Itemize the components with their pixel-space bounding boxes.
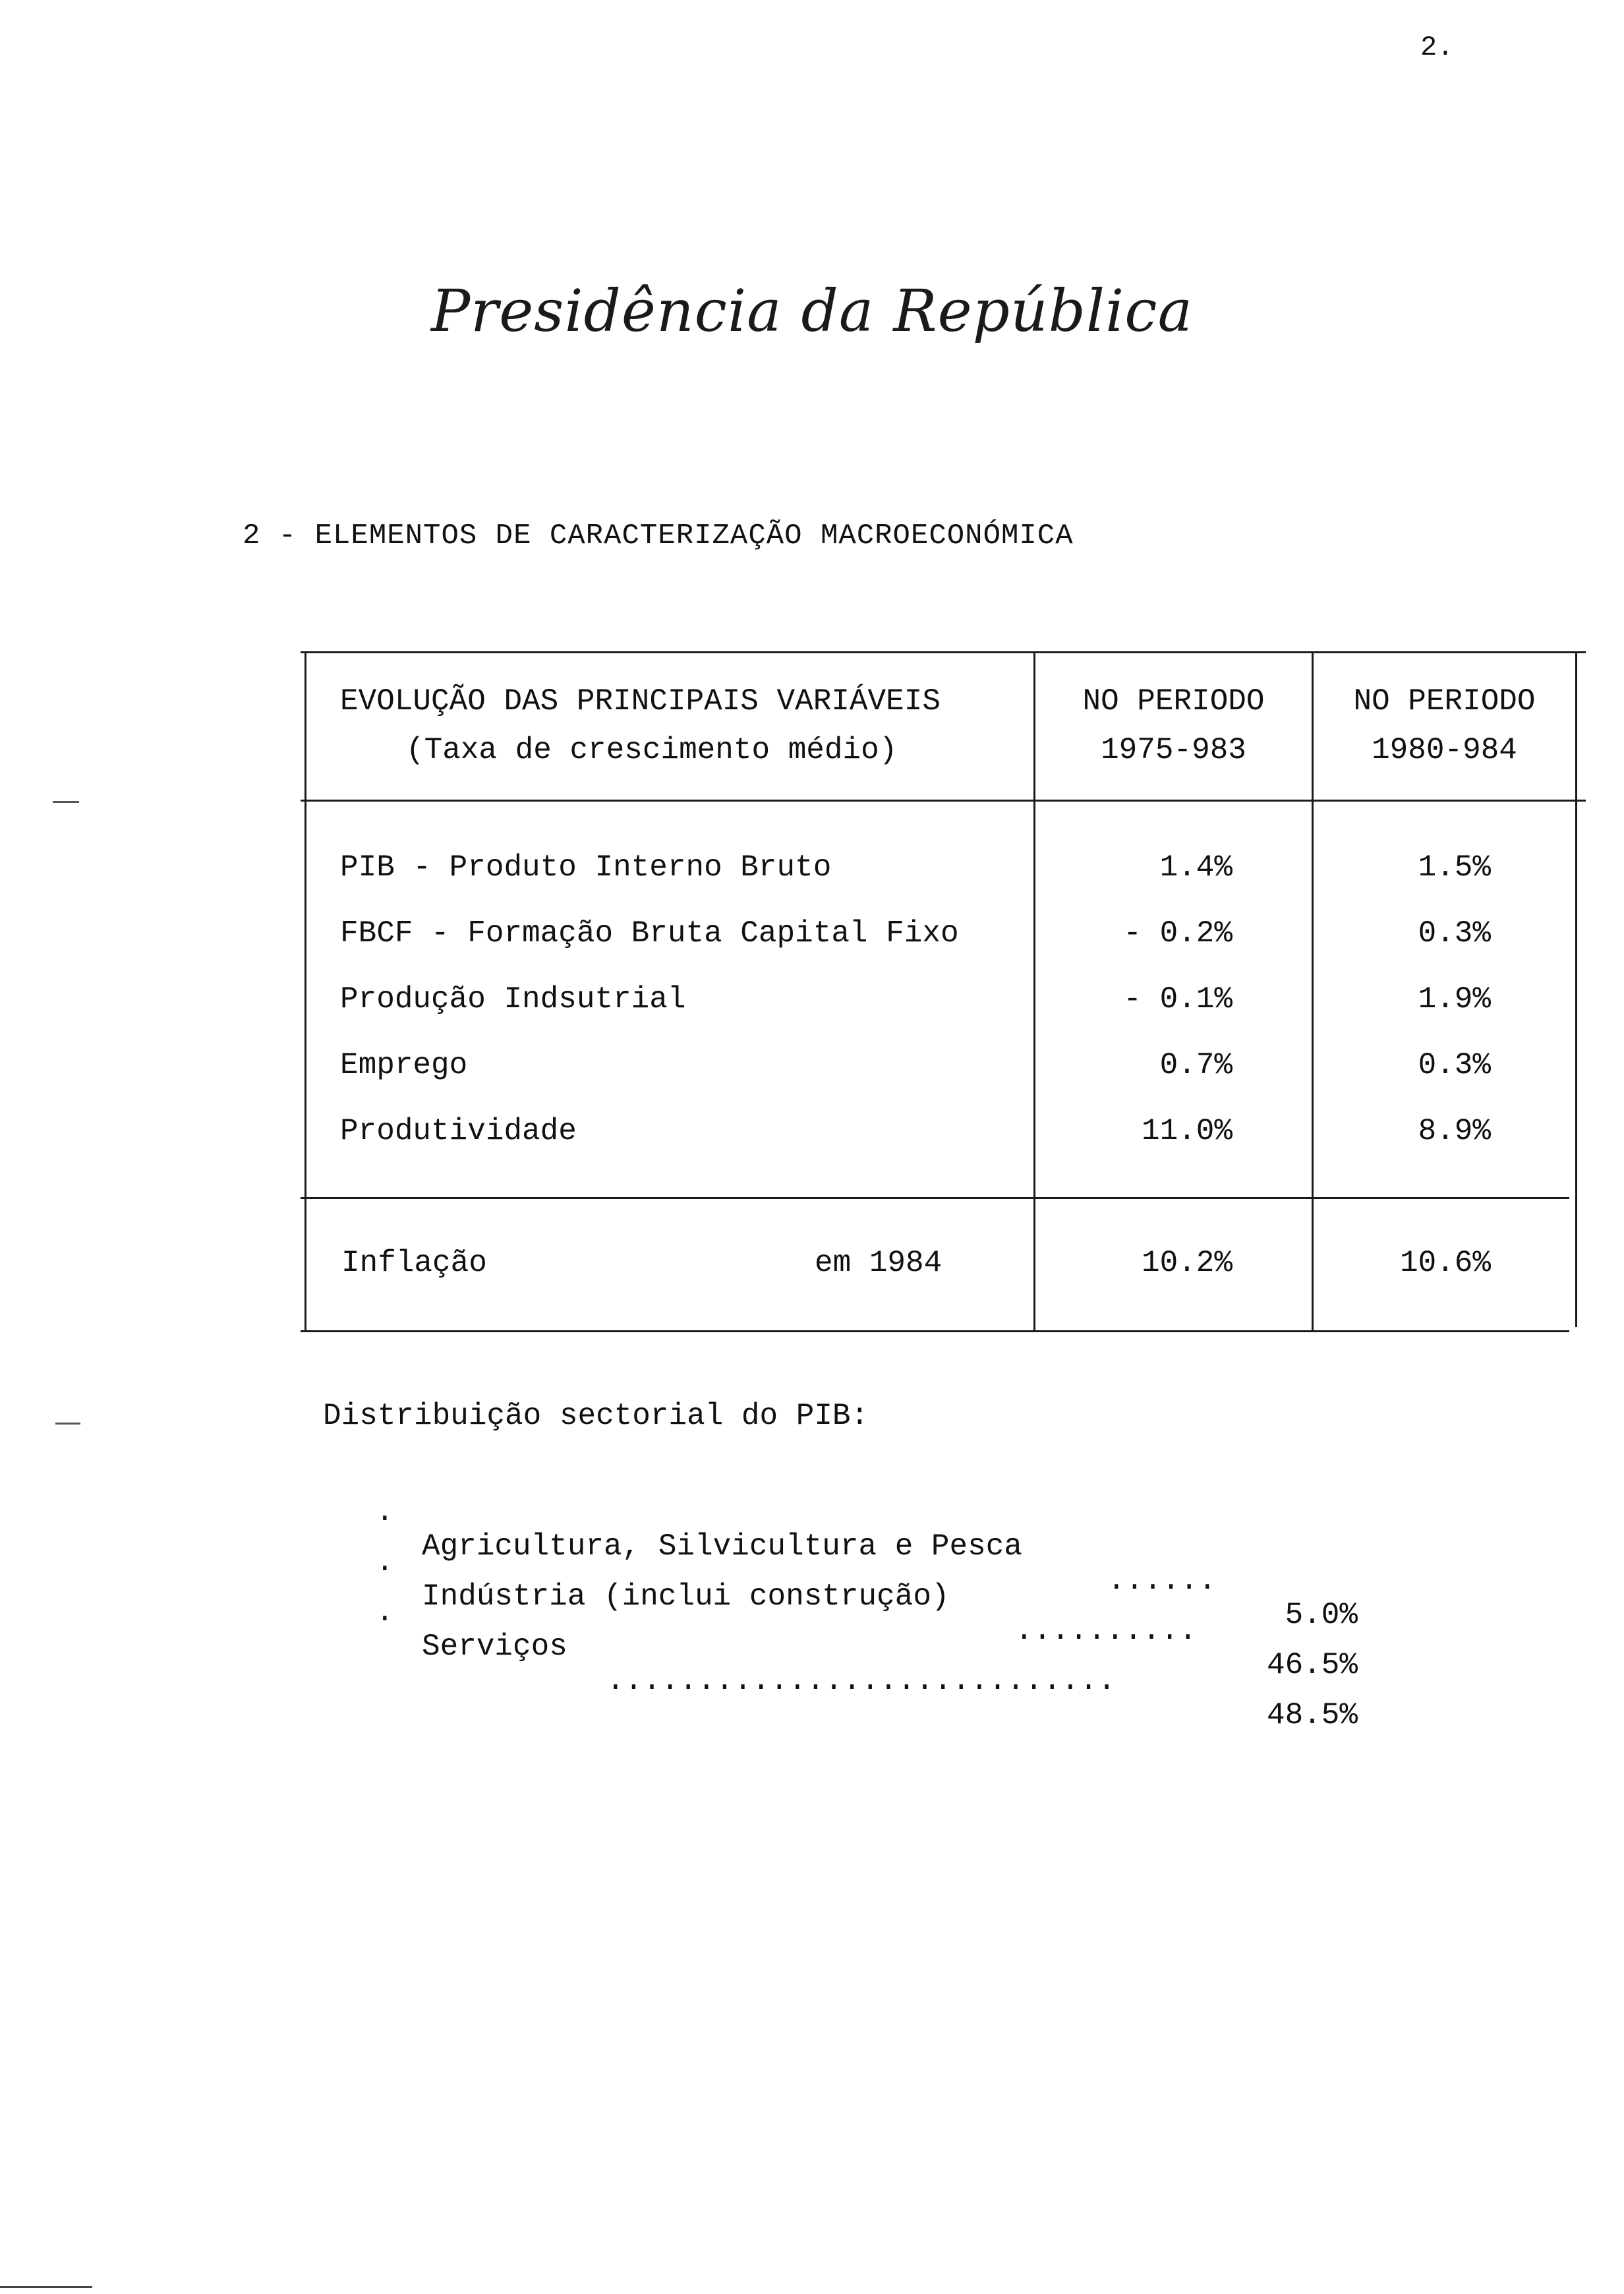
row-label: Emprego bbox=[340, 1048, 468, 1082]
header-col2-period: 1980-984 bbox=[1372, 733, 1517, 767]
list-item-leader: ............................ bbox=[606, 1664, 1116, 1698]
table-top-border bbox=[301, 651, 1586, 653]
row-label: FBCF - Formação Bruta Capital Fixo bbox=[340, 916, 959, 951]
row-label: Produtividade bbox=[340, 1114, 577, 1148]
row-value-1980-984: 0.3% bbox=[1418, 1048, 1491, 1082]
row-value-1980-984: 8.9% bbox=[1418, 1114, 1491, 1148]
list-item-leader: .......... bbox=[1015, 1614, 1198, 1648]
row-value-1980-984: 0.3% bbox=[1418, 916, 1491, 951]
margin-mark bbox=[53, 801, 79, 803]
row-label: Produção Indsutrial bbox=[340, 982, 686, 1016]
header-variables-subtitle: (Taxa de crescimento médio) bbox=[406, 733, 898, 767]
header-col1-title: NO PERIODO bbox=[1082, 684, 1265, 719]
row-value-1975-983: 0.7% bbox=[1159, 1048, 1232, 1082]
list-item-value: 5.0% bbox=[1285, 1598, 1358, 1632]
page-number: 2. bbox=[1420, 32, 1454, 63]
list-item-label: Agricultura, Silvicultura e Pesca bbox=[422, 1529, 1022, 1564]
table-right-border bbox=[1575, 651, 1577, 1327]
row-value-1980-984: 1.5% bbox=[1418, 850, 1491, 885]
letterhead-signature: Presidência da República bbox=[430, 277, 1194, 345]
header-variables-title: EVOLUÇÃO DAS PRINCIPAIS VARIÁVEIS bbox=[340, 684, 941, 719]
list-bullet: . bbox=[376, 1495, 394, 1529]
list-item-leader: ...... bbox=[1107, 1564, 1217, 1598]
distribution-title: Distribuição sectorial do PIB: bbox=[323, 1399, 869, 1433]
row-label: PIB - Produto Interno Bruto bbox=[340, 850, 832, 885]
list-item-label: Indústria (inclui construção) bbox=[422, 1579, 950, 1614]
inflation-value-1980-984: 10.6% bbox=[1399, 1246, 1491, 1280]
table-bottom-border bbox=[301, 1330, 1569, 1332]
table-header-divider bbox=[301, 800, 1586, 802]
margin-mark bbox=[55, 1423, 80, 1425]
section-heading: 2 - ELEMENTOS DE CARACTERIZAÇÃO MACROECONÓMICA bbox=[243, 519, 1074, 552]
header-col2-title: NO PERIODO bbox=[1353, 684, 1536, 719]
row-value-1980-984: 1.9% bbox=[1418, 982, 1491, 1016]
row-value-1975-983: - 0.2% bbox=[1123, 916, 1232, 951]
row-value-1975-983: 11.0% bbox=[1141, 1114, 1232, 1148]
inflation-label: Inflação bbox=[341, 1246, 487, 1280]
list-bullet: . bbox=[376, 1595, 394, 1630]
table-inflation-divider bbox=[301, 1197, 1569, 1199]
row-value-1975-983: 1.4% bbox=[1159, 850, 1232, 885]
list-bullet: . bbox=[376, 1545, 394, 1579]
inflation-year: em 1984 bbox=[815, 1246, 942, 1280]
list-item-value: 48.5% bbox=[1266, 1698, 1358, 1732]
row-value-1975-983: - 0.1% bbox=[1123, 982, 1232, 1016]
list-item-label: Serviços bbox=[422, 1630, 567, 1664]
inflation-value-1975-983: 10.2% bbox=[1141, 1246, 1232, 1280]
table-left-border bbox=[304, 651, 306, 1332]
header-col1-period: 1975-983 bbox=[1101, 733, 1246, 767]
list-item-value: 46.5% bbox=[1266, 1648, 1358, 1682]
bottom-edge-rule bbox=[0, 2286, 92, 2288]
